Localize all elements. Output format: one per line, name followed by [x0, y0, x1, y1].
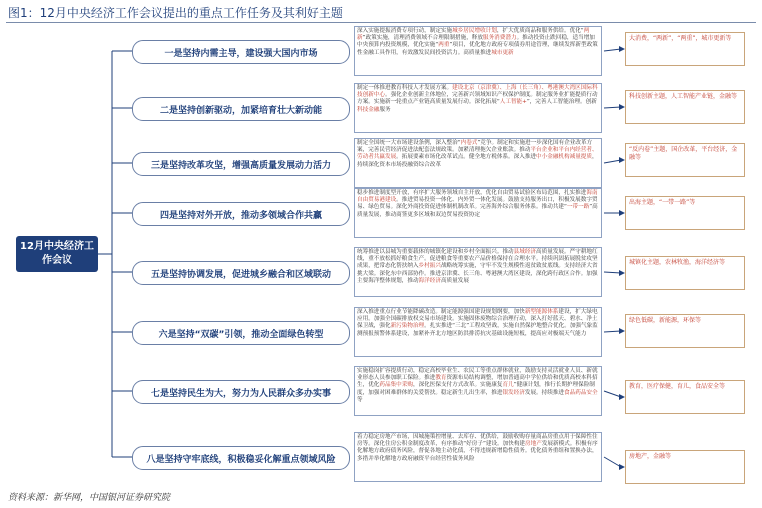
branch-6	[132, 307, 604, 359]
description-text: ”高质量发展，推动商签更多区域和双边贸易投资协定	[357, 204, 598, 218]
description-text: 高质量发展。严守耕地红线，重不放松抓好粮食生产。促进粮食等重要农产品价格保持在合理水平。持续巩固拓展脱贫攻坚成果，把常态化帮扶纳入	[357, 249, 598, 270]
description-text: 等	[357, 396, 363, 403]
branch-1	[132, 26, 604, 78]
highlight-text: 县域经济	[513, 249, 537, 255]
highlight-text: 海南自由贸易港建设	[357, 190, 598, 204]
theme-arrow	[604, 272, 621, 273]
description-text: 。强化企业创新主体地位，完善新兴领域知识产权保护制度。制定服务业扩能提质行动方案。实施新一轮重点产业链高质量发展行动。深化拓展“	[357, 92, 598, 106]
branch-7	[132, 366, 604, 418]
highlight-text: 乡村振兴	[418, 263, 441, 270]
description-text: ”健康计划，推行长期护理保险制度，加强对困难群体的关爱帮扶。稳定新生儿出生率，推进	[357, 382, 595, 396]
highlight-text: 建设北京（京津冀）、上海（长三角）、粤港澳大湾区国际科技创新中心	[357, 85, 598, 99]
description-text: 。推动投资止跌回稳，适当增加中央预算内投资规模，优化实施“	[357, 35, 595, 49]
highlight-text: 平台企业和平台内经营者、劳动者共赢发展	[357, 147, 598, 161]
description-text: 。扎实推进“三北”工程攻坚战，实施自然保护地整合优化。加强气象监测预报预警体系建设，加紧补齐北方地区防洪排涝抗灾基础设施短板，提高应对极端天气能力	[357, 323, 598, 337]
highlight-text: 城市更新	[491, 49, 514, 56]
highlight-text: 内卷式	[460, 140, 478, 146]
branch-8	[132, 432, 604, 484]
highlight-text: 药品集中采购	[379, 382, 413, 389]
description-text: 发展。持续推进	[524, 389, 565, 396]
branch-description	[354, 26, 602, 76]
theme-box: 绿色低碳，新能源，环保等	[625, 314, 745, 348]
branch-label: 二是坚持创新驱动，加紧培育壮大新动能	[132, 97, 350, 121]
highlight-text: 房地产	[525, 441, 542, 448]
branch-description	[354, 307, 602, 357]
description-text: 战略统筹实施，守牢不发生规模性返贫致贫底线。支持经济大省挑大梁。深化东中西部协作。推进京津冀、长三角、粤港澳大湾区建设，深化跨行政区合作。加强主要海洋整体规划，推动	[357, 263, 598, 284]
highlight-text: 食品药品安全	[564, 389, 598, 396]
description-text: 制定全国统一大市场建设条例，深入整治“	[357, 140, 461, 146]
branch-label: 七是坚持民生为大，努力为人民群众多办实事	[132, 380, 350, 404]
description-text: ”，完善人工智能治理。创新	[526, 99, 597, 106]
highlight-text: 科技金融	[357, 106, 380, 113]
branch-label: 五是坚持协调发展，促进城乡融合和区域联动	[132, 261, 350, 285]
branch-label: 一是坚持内需主导，建设强大国内市场	[132, 40, 350, 64]
description-text: ，持续深化资本市场投融资综合改革	[357, 154, 598, 168]
description-text: ”政策实施，清理消费领域不合理限制措施，释放	[362, 35, 483, 42]
description-text: 统筹推进以县城为重要载体的城镇化建设和乡村全面振兴。推动	[357, 249, 514, 255]
description-text: ”竞争。制定和实施进一步深化国有企业改革方案，完善民营经济促进法配套法规政策。加紧清理拖欠企业账款。推动	[357, 140, 593, 154]
theme-arrow	[604, 457, 621, 467]
highlight-text: 人工智能+	[499, 99, 527, 106]
description-text: 。拓展要素市场化改革试点。健全地方税体系。深入推进	[396, 154, 537, 161]
description-text: 服务	[379, 106, 391, 113]
highlight-text: 城乡居民增收计划	[452, 28, 497, 34]
description-text: 建设，扩大绿电应用。加强全国碳排放权交易市场建设。实施固体废物综合治理行动，深入打好蓝天、碧水、净土保卫战，强化	[357, 309, 598, 330]
branch-5	[132, 247, 604, 299]
highlight-text: 海洋经济	[418, 277, 441, 284]
description-text: 高质量发展	[440, 277, 469, 284]
branch-3	[132, 138, 604, 190]
root-node: 12月中央经济工作会议	[16, 236, 98, 272]
highlight-text: 教育	[435, 375, 447, 382]
branch-label: 四是坚持对外开放，推动多领域合作共赢	[132, 202, 350, 226]
theme-box: 教育，医疗保健，育儿，食品安全等	[625, 380, 745, 414]
branch-label: 六是坚持“双碳”引领，推动全面绿色转型	[132, 321, 350, 345]
description-text: 。推进贸易投资一体化、内外贸一体化发展。鼓励支持服务出口，积极发展数字贸易、绿色贸易。深化外商投资促进体制机制改革。完善海外综合服务体系。推动共建“	[357, 197, 598, 211]
highlight-text: 一带一路	[566, 204, 590, 211]
theme-arrow	[604, 391, 621, 397]
theme-arrow	[604, 107, 621, 108]
source-note: 资料来源：新华网，中国银河证券研究院	[8, 493, 171, 503]
description-text: 着力稳定房地产市场，因城施策控增量、去库存、优供给，鼓励收购存量商品房重点用于保障性住房等。深化住房公积金制度改革，有序推动“好房子”建设。加快构建	[357, 434, 598, 448]
highlight-text: 服务消费潜力	[482, 35, 517, 42]
description-text: ，深化医保支付方式改革。实施康复	[412, 382, 503, 389]
description-text: 稳步推进制度型开放，有序扩大服务领域自主开放，优化自由贸易试验区布局范围，扎实推进	[357, 190, 587, 196]
theme-arrow	[604, 49, 621, 51]
highlight-text: 新污染物治理	[390, 323, 425, 330]
branch-description	[354, 432, 602, 482]
highlight-text: 银发经济	[502, 389, 525, 396]
theme-box: 出海主题，“一带一路”等	[625, 196, 745, 230]
highlight-text: 育儿	[502, 382, 514, 389]
theme-box: 科技创新主题，人工智能产业链，金融等	[625, 90, 745, 124]
branch-description	[354, 138, 602, 188]
theme-box: “反内卷”主题，国企改革，平台经济，金融等	[625, 143, 745, 177]
description-text: ，扩大优质商品和服务供给。优化“	[496, 28, 584, 34]
description-text: 制定一体推进教育科技人才发展方案。	[357, 85, 453, 91]
description-text: ”项目，优化地方政府专项债券用途管理，继续发挥新型政策性金融工具作用，有效激发民间投资活力。高质量推进	[357, 42, 598, 56]
theme-arrow	[604, 331, 621, 332]
branch-label: 三是坚持改革攻坚，增强高质量发展动力活力	[132, 152, 350, 176]
branch-4	[132, 188, 604, 240]
theme-arrow	[604, 160, 621, 163]
branch-description	[354, 366, 602, 416]
highlight-text: 新型能源体系	[524, 309, 559, 315]
branch-description	[354, 247, 602, 297]
theme-box: 大消费，“两新”，“两重”，城市更新等	[625, 32, 745, 66]
theme-box: 房地产，金融等	[625, 450, 745, 484]
branch-description	[354, 83, 602, 133]
description-text: 资源布局结构调整，增加普通高中学位供给和优质高校本科招生，优化	[357, 375, 598, 389]
highlight-text: 两新	[357, 28, 590, 42]
description-text: 深入实施提振消费专项行动，制定实施	[357, 28, 453, 34]
highlight-text: 中小金融机构减量提质	[536, 154, 592, 161]
description-text: 实施稳岗扩容提质行动，稳定高校毕业生、农民工等重点群体就业，鼓励支持灵活就业人员、新就业形态人员参加职工保险。推进	[357, 368, 598, 382]
figure-title: 图1：12月中央经济工作会议提出的重点工作任务及其利好主题	[8, 6, 343, 20]
highlight-text: 两重	[438, 42, 450, 49]
description-text: 发展新模式。积极有序化解地方政府债务风险，督促各地主动化债，不得违规新增隐性债务。优化债务重组和置换办法，多措并举化解地方政府融资平台经营性债务风险	[357, 441, 598, 462]
branch-2	[132, 83, 604, 135]
description-text: 深入推进重点行业节能降碳改造。制定能源强国建设规划纲要，加快	[357, 309, 525, 315]
branch-description	[354, 188, 602, 238]
theme-box: 城镇化主题，农林牧渔，海洋经济等	[625, 256, 745, 290]
branch-label: 八是坚持守牢底线，积极稳妥化解重点领域风险	[132, 446, 350, 470]
